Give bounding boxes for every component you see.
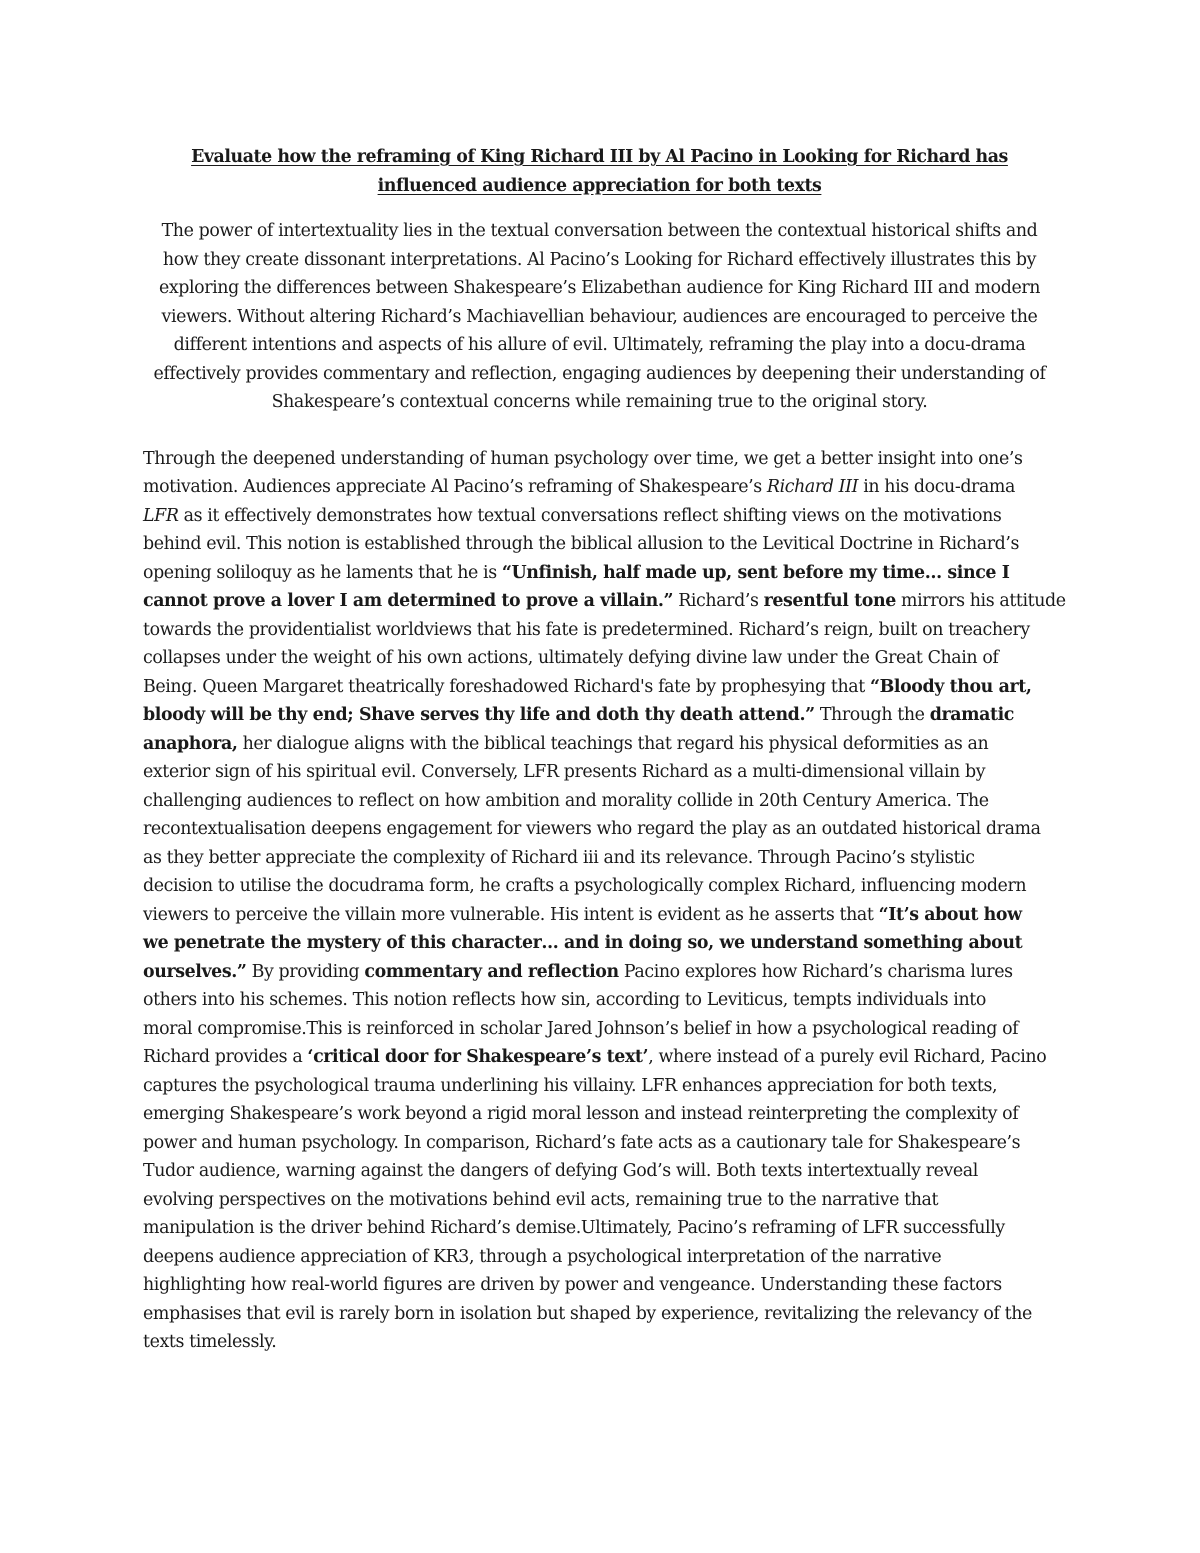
body-text: Richard’s — [673, 591, 764, 611]
body-text: captures the psychological trauma underlining his villainy. LFR enhances appreciation for both texts, — [143, 1075, 998, 1096]
body-line — [143, 1186, 1056, 1215]
bold-quote: ‘critical door for Shakespeare’s text’ — [307, 1047, 649, 1067]
body-line — [143, 1015, 1056, 1044]
body-line — [143, 815, 1056, 844]
body-text: Being. Queen Margaret theatrically foreshadowed Richard's fate by prophesying that — [143, 676, 870, 697]
bold-quote: “It’s about how — [878, 904, 1022, 925]
body-line — [143, 587, 1066, 616]
body-line — [143, 1100, 1056, 1129]
bold-quote: ourselves.” — [143, 961, 247, 982]
bold-quote: “Bloody thou art, — [869, 676, 1032, 697]
body-line — [143, 844, 1056, 873]
body-line — [143, 758, 1056, 787]
body-paragraph — [143, 445, 1066, 1357]
body-text: her dialogue aligns with the biblical teachings that regard his physical deformities as an — [237, 733, 989, 754]
body-line — [143, 473, 1056, 502]
body-text: manipulation is the driver behind Richard’s demise.Ultimately, Pacino’s reframing of LFR successfully — [143, 1218, 1005, 1238]
body-line — [143, 787, 1056, 816]
body-line — [143, 1271, 1056, 1300]
body-line — [143, 673, 1056, 702]
body-text: mirrors his attitude — [895, 591, 1066, 611]
body-line — [143, 644, 1056, 673]
essay-title-line-1: Evaluate how the reframing of King Richard III by Al Pacino in Looking for Richard has — [191, 147, 1008, 167]
bold-technique: commentary and reflection — [364, 961, 619, 982]
essay-title — [143, 143, 1056, 200]
bold-quote: cannot prove a lover I am determined to prove a villain.” — [143, 591, 674, 611]
body-text: others into his schemes. This notion reflects how sin, according to Leviticus, tempts individuals into — [143, 990, 986, 1010]
body-text: power and human psychology. In comparison, Richard’s fate acts as a cautionary tale for Shakespeare’s — [143, 1132, 1021, 1153]
body-text: collapses under the weight of his own actions, ultimately defying divine law under the Great Chain of — [143, 648, 999, 668]
body-text: deepens audience appreciation of KR3, through a psychological interpretation of the narrative — [143, 1246, 942, 1267]
intro-line: The power of intertextuality lies in the textual conversation between the contextual historical shifts and — [161, 221, 1038, 241]
bold-technique: resentful tone — [763, 591, 896, 611]
body-line — [143, 559, 1056, 588]
intro-line: different intentions and aspects of his allure of evil. Ultimately, reframing the play into a docu-drama — [173, 335, 1026, 355]
body-line — [143, 1300, 1056, 1329]
body-line — [143, 530, 1056, 559]
body-line — [143, 1157, 1056, 1186]
body-text: opening soliloquy as he laments that he is — [143, 562, 502, 583]
intro-line: Shakespeare’s contextual concerns while remaining true to the original story. — [271, 392, 928, 412]
body-line — [143, 872, 1056, 901]
bold-quote: “Unfinish, half made up, sent before my time… since I — [501, 562, 1010, 583]
body-line — [143, 445, 1056, 474]
body-text: Through the — [814, 705, 930, 725]
body-text: challenging audiences to reflect on how ambition and morality collide in 20th Century America. The — [143, 790, 989, 811]
body-line — [143, 502, 1056, 531]
body-text: Richard provides a — [143, 1047, 308, 1067]
body-line — [143, 1129, 1056, 1158]
body-text: towards the providentialist worldviews that his fate is predetermined. Richard’s reign, built on treachery — [143, 619, 1030, 640]
bold-quote: we penetrate the mystery of this character… and in doing so, we understand something about — [143, 933, 1023, 953]
body-line — [143, 929, 1056, 958]
body-text: emphasises that evil is rarely born in isolation but shaped by experience, revitalizing the relevancy of the — [143, 1303, 1032, 1324]
body-text: , where instead of a purely evil Richard, Pacino — [648, 1047, 1047, 1067]
body-text: recontextualisation deepens engagement for viewers who regard the play as an outdated historical drama — [143, 819, 1041, 839]
italic-title-richard-iii: Richard III — [766, 477, 859, 497]
body-text: Tudor audience, warning against the dangers of defying God’s will. Both texts intertextually reveal — [143, 1161, 978, 1181]
body-line — [143, 730, 1056, 759]
body-text: emerging Shakespeare’s work beyond a rigid moral lesson and instead reinterpreting the complexity of — [143, 1104, 1019, 1124]
body-text: decision to utilise the docudrama form, he crafts a psychologically complex Richard, influencing modern — [143, 876, 1027, 896]
body-line — [143, 1243, 1056, 1272]
intro-line: exploring the differences between Shakespeare’s Elizabethan audience for King Richard III and modern — [158, 278, 1041, 298]
bold-technique: anaphora, — [143, 733, 238, 754]
body-line — [143, 1072, 1056, 1101]
body-text: exterior sign of his spiritual evil. Conversely, LFR presents Richard as a multi-dimensional villain by — [143, 762, 986, 782]
body-line — [143, 1043, 1056, 1072]
intro-line: viewers. Without altering Richard’s Machiavellian behaviour, audiences are encouraged to perceive the — [161, 306, 1038, 327]
body-text: By providing — [246, 961, 365, 982]
bold-quote: bloody will be thy end; Shave serves thy life and doth thy death attend.” — [143, 705, 815, 725]
essay-title-line-2: influenced audience appreciation for both texts — [377, 175, 822, 196]
body-text: in his docu-drama — [858, 477, 1015, 497]
body-text: highlighting how real-world figures are driven by power and vengeance. Understanding these factors — [143, 1275, 1002, 1295]
body-text: as they better appreciate the complexity of Richard iii and its relevance. Through Pacino’s stylistic — [143, 847, 975, 868]
body-line — [143, 1214, 1056, 1243]
body-text: texts timelessly. — [143, 1332, 277, 1352]
body-text: behind evil. This notion is established through the biblical allusion to the Levitical Doctrine in Richard’s — [143, 534, 1020, 554]
document-content — [143, 143, 1066, 1357]
bold-technique: dramatic — [929, 705, 1014, 725]
intro-line: how they create dissonant interpretations. Al Pacino’s Looking for Richard effectively illustrates this by — [162, 249, 1037, 270]
intro-paragraph — [143, 217, 1056, 417]
body-line — [143, 1328, 1056, 1357]
body-text: Pacino explores how Richard’s charisma lures — [618, 961, 1013, 982]
body-text: as it effectively demonstrates how textual conversations reflect shifting views on the motivations — [178, 505, 1002, 526]
intro-line: effectively provides commentary and reflection, engaging audiences by deepening their understanding of — [153, 363, 1046, 384]
body-line — [143, 901, 1056, 930]
body-text: moral compromise.This is reinforced in scholar Jared Johnson’s belief in how a psychological reading of — [143, 1018, 1019, 1039]
body-text: motivation. Audiences appreciate Al Pacino’s reframing of Shakespeare’s — [143, 477, 767, 497]
body-text: viewers to perceive the villain more vulnerable. His intent is evident as he asserts that — [143, 904, 879, 925]
body-text: Through the deepened understanding of human psychology over time, we get a better insight into one’s — [143, 448, 1023, 469]
body-line — [143, 616, 1056, 645]
body-line — [143, 958, 1056, 987]
body-line — [143, 701, 1056, 730]
body-line — [143, 986, 1056, 1015]
body-text: evolving perspectives on the motivations behind evil acts, remaining true to the narrative that — [143, 1189, 939, 1210]
italic-abbrev-lfr: LFR — [143, 505, 179, 526]
